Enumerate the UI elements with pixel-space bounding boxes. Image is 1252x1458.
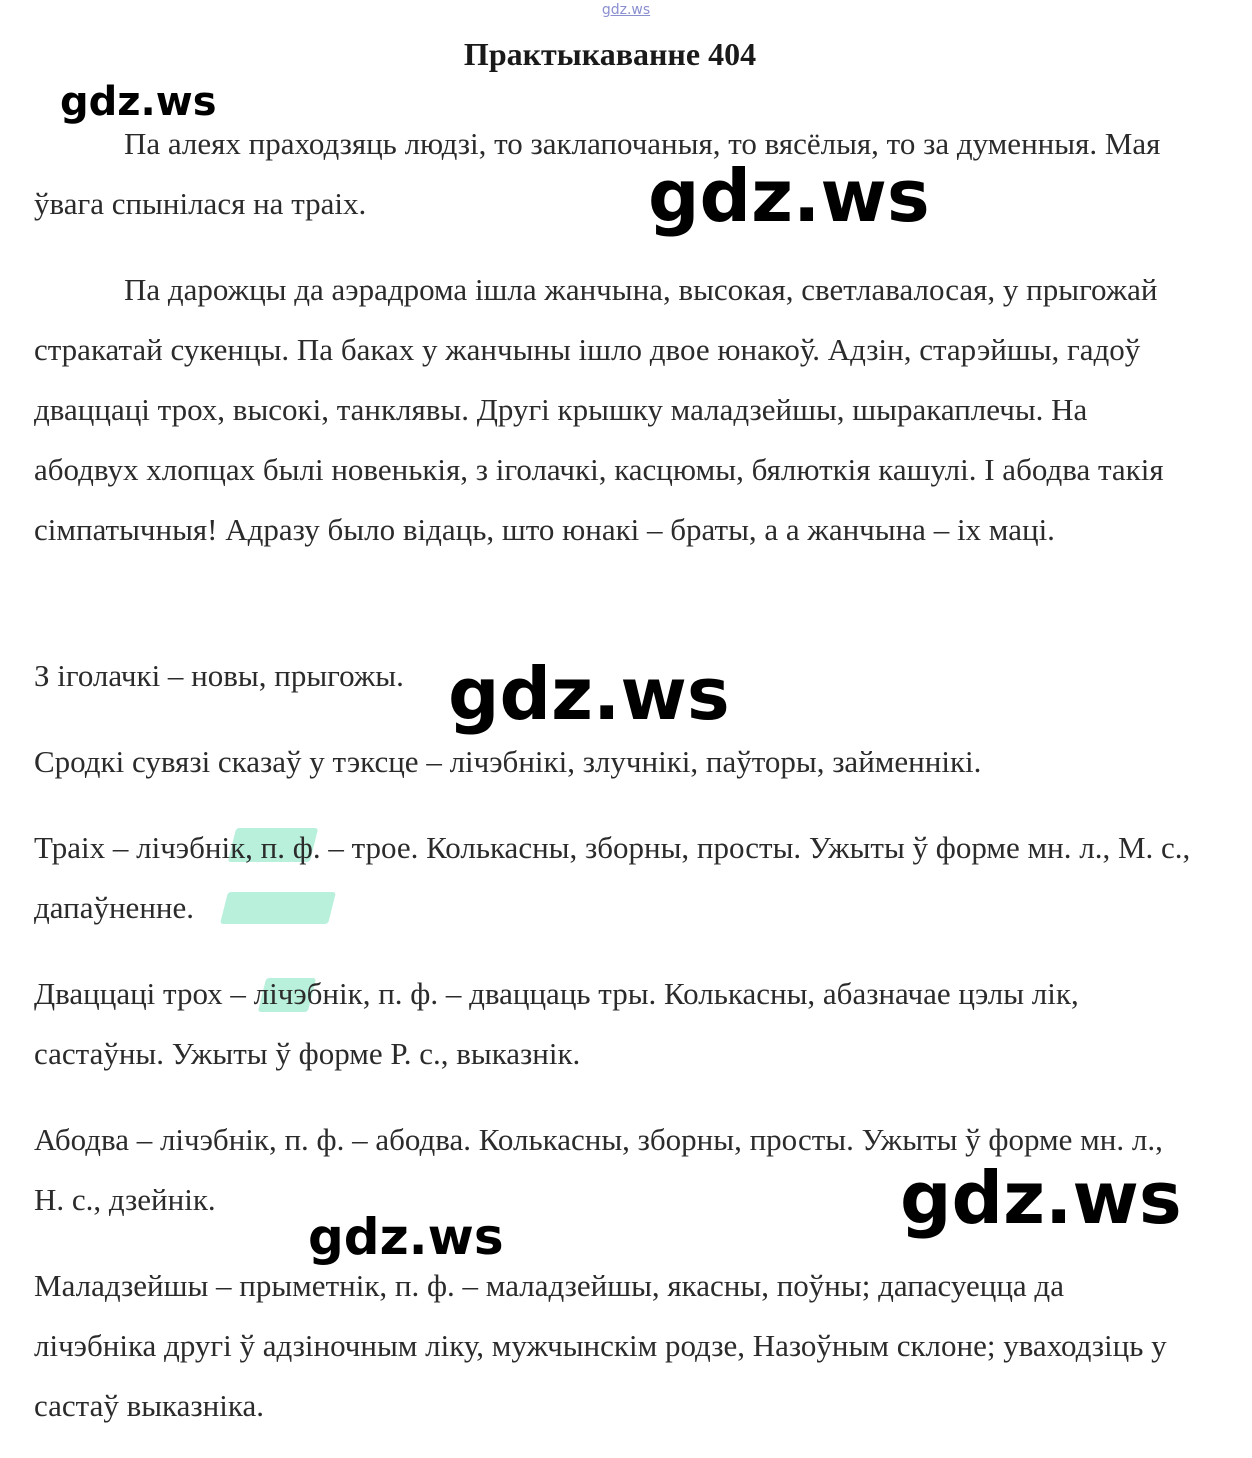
analysis-paragraph: Абодва – лічэбнік, п. ф. – абодва. Колькасны, зборны, просты. Ужыты ў форме мн. л., Н. с., дзейнік. <box>34 1122 1163 1217</box>
text-paragraph: Па алеях праходзяць людзі, то заклапочаныя, то вясёлыя, то за думенныя. Мая ўвага спынілася на траіх. <box>34 126 1161 221</box>
watermark: gdz.ws <box>648 154 930 238</box>
analysis-paragraph: Дваццаці трох – лічэбнік, п. ф. – дваццаць тры. Колькасны, абазначае цэлы лік, састаўны. Ужыты ў форме Р. с., выказнік. <box>34 976 1079 1071</box>
text-paragraph: Па дарожцы да аэрадрома ішла жанчына, высокая, светлавалосая, у прыгожай стракатай сукенцы. Па баках у жанчыны ішло двое юнакоў. Адзін, старэйшы, гадоў дваццаці трох, высокі, танклявы. Другі крышку маладзейшы, шыракаплечы. На абодвух хлопцах былі новенькія, з іголачкі, касцюмы, бялюткія кашулі. І абодва такія сімпатычныя! Адразу было відаць, што юнакі – браты, а а жанчына – іх маці. <box>34 272 1164 547</box>
watermark: gdz.ws <box>308 1208 504 1266</box>
watermark: gdz.ws <box>60 79 217 125</box>
site-mark[interactable]: gdz.ws <box>601 2 651 18</box>
page-title: Практыкаванне 404 <box>463 36 757 72</box>
watermark: gdz.ws <box>900 1156 1182 1240</box>
analysis-paragraph: Траіх – лічэбнік, п. ф. – трое. Колькасны, зборны, просты. Ужыты ў форме мн. л., М. с., дапаўненне. <box>34 830 1191 925</box>
analysis-paragraph: Маладзейшы – прыметнік, п. ф. – маладзейшы, якасны, поўны; дапасуецца да лічэбніка другі ў адзіночным ліку, мужчынскім родзе, Назоўным склоне; уваходзіць у састаў выказніка. <box>34 1268 1167 1423</box>
linking-means: Сродкі сувязі сказаў у тэксце – лічэбнікі, злучнікі, паўторы, займеннікі. <box>34 744 982 779</box>
phrase-explanation: З іголачкі – новы, прыгожы. <box>34 658 404 693</box>
watermark: gdz.ws <box>448 652 730 736</box>
